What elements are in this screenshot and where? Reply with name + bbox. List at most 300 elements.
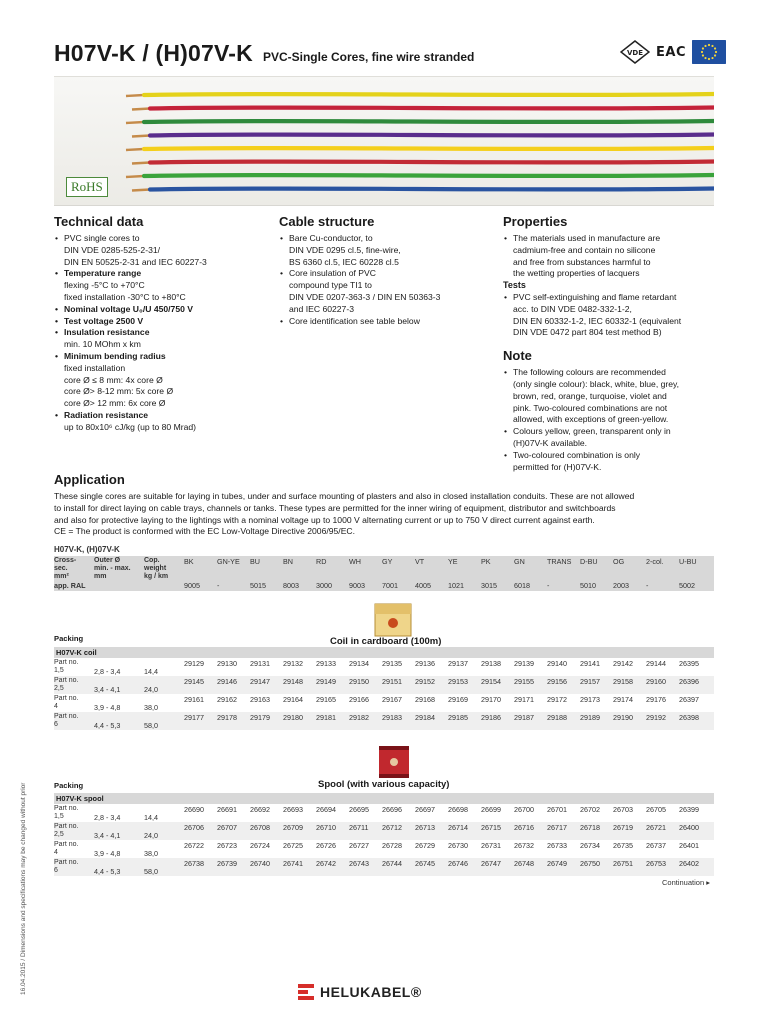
copper-conductor (132, 163, 150, 164)
list-item (54, 268, 269, 280)
colour-code: GN (514, 557, 525, 566)
part-number: 29178 (217, 713, 237, 722)
ral-value: 2003 (613, 581, 629, 590)
part-number: 26729 (415, 841, 435, 850)
ral-value: 4005 (415, 581, 431, 590)
part-number: 29173 (580, 695, 600, 704)
part-number: 26738 (184, 859, 204, 868)
part-number: 26730 (448, 841, 468, 850)
list-item-text: and IEC 60227-3 (289, 303, 354, 314)
outer-diameter: 4,4 - 5,3 (94, 721, 121, 730)
ral-value: 1021 (448, 581, 464, 590)
column-header-line: weight (144, 565, 167, 572)
list-item-text: (only single colour): black, white, blue, grey, (513, 378, 680, 389)
column-header-line: Cross- (54, 557, 77, 564)
ral-row (54, 580, 714, 591)
part-number: 29137 (448, 659, 468, 668)
part-number: 26712 (382, 823, 402, 832)
helukabel-logo-icon (298, 984, 314, 1000)
part-number: 26727 (349, 841, 369, 850)
outer-diameter: 2,8 - 3,4 (94, 667, 121, 676)
list-item (279, 233, 494, 268)
colour-code: TRANS (547, 557, 572, 566)
list-item-text: DIN VDE 0207-363-3 / DIN EN 50363-3 (289, 291, 441, 302)
list-item-text: brown, red, orange, turquoise, violet and (513, 390, 667, 401)
tests-list (503, 292, 718, 339)
colour-code: BN (283, 557, 293, 566)
part-number: 29187 (514, 713, 534, 722)
page-header (54, 40, 714, 70)
part-number: 29153 (448, 677, 468, 686)
ral-value: 5010 (580, 581, 596, 590)
part-number: 29135 (382, 659, 402, 668)
part-number: 29139 (514, 659, 534, 668)
ral-value: - (547, 581, 550, 590)
part-number: 29129 (184, 659, 204, 668)
cardboard-box-icon (374, 603, 412, 637)
part-number: 29144 (646, 659, 666, 668)
list-item-text: DIN VDE 0295 cl.5, fine-wire, (289, 244, 401, 255)
ral-value: 3015 (481, 581, 497, 590)
part-number: 26697 (415, 805, 435, 814)
part-number: 26747 (481, 859, 501, 868)
list-item-detail-text: core Ø> 8-12 mm: 5x core Ø (64, 386, 174, 397)
part-number: 29164 (283, 695, 303, 704)
colour-code: RD (316, 557, 327, 566)
part-label (54, 805, 79, 821)
part-number: 26708 (250, 823, 270, 832)
part-number: 26692 (250, 805, 270, 814)
part-number: 26399 (679, 805, 699, 814)
list-item-text: Minimum bending radius (64, 350, 166, 361)
part-number: 29167 (382, 695, 402, 704)
part-number: 26696 (382, 805, 402, 814)
part-number: 29158 (613, 677, 633, 686)
outer-diameter: 3,4 - 4,1 (94, 831, 121, 840)
list-item-text: permitted for (H)07V-K. (513, 461, 602, 472)
part-number: 26715 (481, 823, 501, 832)
copper-conductor (126, 176, 144, 177)
spool-icon (376, 744, 412, 780)
ral-value: - (217, 581, 220, 590)
list-item (54, 233, 269, 268)
part-number: 26726 (316, 841, 336, 850)
ral-value: 8003 (283, 581, 299, 590)
list-item-text: cadmium-free and contain no silicone (513, 244, 656, 255)
list-item (54, 351, 269, 363)
part-number: 26722 (184, 841, 204, 850)
list-item-text: DIN EN 50525-2-31 and IEC 60227-3 (64, 256, 207, 267)
part-number: 29136 (415, 659, 435, 668)
part-number: 26706 (184, 823, 204, 832)
part-number: 29163 (250, 695, 270, 704)
part-number: 29156 (547, 677, 567, 686)
copper-weight: 14,4 (144, 667, 158, 676)
colour-code: D-BU (580, 557, 598, 566)
wire-core (144, 121, 714, 122)
colour-code: YE (448, 557, 458, 566)
application-line: and also for protective laying to the lightings with a nominal voltage up to 1000 V alternating current or up to 750 V direct current against earth. (54, 514, 595, 525)
part-number: 26733 (547, 841, 567, 850)
part-number: 26707 (217, 823, 237, 832)
part-number: 29154 (481, 677, 501, 686)
part-label-line: Part no. (54, 677, 79, 684)
list-item-detail-text: flexing -5°C to +70°C (64, 280, 145, 291)
part-number: 29192 (646, 713, 666, 722)
column-header-line: Cop. (144, 557, 160, 564)
column-header-line: sec. (54, 565, 68, 572)
part-number: 29176 (646, 695, 666, 704)
part-number: 29142 (613, 659, 633, 668)
part-number: 26719 (613, 823, 633, 832)
list-item (503, 233, 718, 280)
list-item-text: DIN EN 60332-1-2, IEC 60332-1 (equivalent (513, 315, 682, 326)
colour-code: 2-col. (646, 557, 664, 566)
part-number: 29189 (580, 713, 600, 722)
list-item-text: Two-coloured combination is only (513, 449, 641, 460)
continuation-label: Continuation ▸ (662, 878, 710, 887)
part-number: 29148 (283, 677, 303, 686)
list-item (54, 304, 269, 316)
part-number: 29161 (184, 695, 204, 704)
part-label-line: 6 (54, 721, 58, 728)
part-number: 29171 (514, 695, 534, 704)
colour-code: BK (184, 557, 194, 566)
properties-list (503, 233, 718, 280)
ral-label: app. RAL (54, 581, 86, 590)
part-number: 26690 (184, 805, 204, 814)
coil-table (54, 658, 714, 730)
part-number: 26753 (646, 859, 666, 868)
part-row (54, 822, 714, 840)
part-label (54, 695, 79, 711)
part-label-line: 4 (54, 703, 58, 710)
part-label (54, 823, 79, 839)
part-number: 29182 (349, 713, 369, 722)
wire-core (150, 108, 714, 109)
colour-code: WH (349, 557, 361, 566)
list-item-text: Nominal voltage U₀/U 450/750 V (64, 303, 194, 314)
part-number: 26710 (316, 823, 336, 832)
copper-weight: 24,0 (144, 685, 158, 694)
part-row (54, 676, 714, 694)
list-item-text: Bare Cu-conductor, to (289, 233, 373, 243)
eu-star (704, 57, 706, 59)
part-number: 26725 (283, 841, 303, 850)
copper-weight: 24,0 (144, 831, 158, 840)
coil-title: Coil in cardboard (100m) (330, 636, 442, 647)
list-item-detail-text: core Ø> 12 mm: 6x core Ø (64, 398, 166, 409)
part-label-line: Part no. (54, 841, 79, 848)
part-number: 29184 (415, 713, 435, 722)
part-number: 29131 (250, 659, 270, 668)
part-number: 26728 (382, 841, 402, 850)
part-row (54, 712, 714, 730)
tests-heading: Tests (503, 280, 526, 291)
list-item-text: compound type TI1 to (289, 280, 372, 291)
part-number: 29169 (448, 695, 468, 704)
list-item-text: Insulation resistance (64, 327, 150, 338)
part-number: 29190 (613, 713, 633, 722)
list-item-text: Radiation resistance (64, 409, 149, 420)
part-number: 26737 (646, 841, 666, 850)
page-title: H07V-K / (H)07V-K (54, 40, 253, 66)
column-header-line: kg / km (144, 573, 169, 580)
part-number: 26701 (547, 805, 567, 814)
part-number: 26751 (613, 859, 633, 868)
properties-heading: Properties (503, 214, 568, 229)
colour-code: GN-YE (217, 557, 240, 566)
coil-packing-label: Packing (54, 634, 84, 643)
copper-conductor (126, 122, 144, 123)
outer-diameter: 4,4 - 5,3 (94, 867, 121, 876)
list-item-text: Core insulation of PVC (289, 268, 376, 279)
part-number: 26401 (679, 841, 699, 850)
copper-conductor (132, 190, 150, 191)
ral-value: 7001 (382, 581, 398, 590)
eu-star (708, 58, 710, 60)
column-header-line: mm (94, 573, 107, 580)
eu-star (714, 47, 716, 49)
ral-value: 3000 (316, 581, 332, 590)
part-label-line: 2,5 (54, 831, 64, 838)
outer-diameter: 3,9 - 4,8 (94, 703, 121, 712)
note-heading: Note (503, 348, 532, 364)
colour-table-title: H07V-K, (H)07V-K (54, 545, 120, 554)
list-item-text: Colours yellow, green, transparent only in (513, 426, 671, 437)
part-number: 26749 (547, 859, 567, 868)
column-header (144, 557, 168, 581)
part-number: 29177 (184, 713, 204, 722)
eu-star (715, 51, 717, 53)
wire-core (144, 94, 714, 95)
eu-star (704, 45, 706, 47)
part-label-line: 6 (54, 867, 58, 874)
part-number: 26396 (679, 677, 699, 686)
column-header (54, 557, 76, 581)
spool-subheading: H07V-K spool (54, 793, 714, 804)
list-item-detail-text: up to 80x10⁶ cJ/kg (up to 80 Mrad) (64, 421, 197, 432)
colour-code: U-BU (679, 557, 697, 566)
list-item (503, 367, 718, 426)
part-number: 26748 (514, 859, 534, 868)
part-number: 29147 (250, 677, 270, 686)
part-number: 26743 (349, 859, 369, 868)
ral-value: 5015 (250, 581, 266, 590)
ral-value: - (646, 581, 649, 590)
part-number: 26698 (448, 805, 468, 814)
part-number: 26739 (217, 859, 237, 868)
part-number: 26702 (580, 805, 600, 814)
eu-star (708, 44, 710, 46)
application-section (54, 472, 714, 538)
ral-value: 9005 (184, 581, 200, 590)
list-item-text: acc. to DIN VDE 0482-332-1-2, (513, 303, 632, 314)
ral-value: 9003 (349, 581, 365, 590)
part-row (54, 658, 714, 676)
part-number: 26723 (217, 841, 237, 850)
application-line: These single cores are suitable for laying in tubes, under and surface mounting of plasters and also in closed installation conduits. These are not allowed (54, 491, 635, 501)
wire-core (150, 189, 714, 190)
part-number: 26691 (217, 805, 237, 814)
part-number: 26721 (646, 823, 666, 832)
wire-core (144, 175, 714, 176)
part-number: 26731 (481, 841, 501, 850)
part-number: 29145 (184, 677, 204, 686)
outer-diameter: 3,9 - 4,8 (94, 849, 121, 858)
part-number: 29132 (283, 659, 303, 668)
application-line: to install for direct laying on cable trays, channels or tanks. These types are permitted for the inner wiring of equipment, distributor and switchboards (54, 502, 616, 513)
list-item-detail-text: fixed installation (64, 362, 126, 373)
part-label (54, 659, 79, 675)
column-header (94, 557, 131, 581)
column-header-line: Outer Ø (94, 557, 121, 564)
part-number: 26746 (448, 859, 468, 868)
part-number: 29133 (316, 659, 336, 668)
eu-star (714, 54, 716, 56)
colour-code-table (54, 544, 714, 591)
part-number: 29180 (283, 713, 303, 722)
part-label (54, 859, 79, 875)
part-number: 29186 (481, 713, 501, 722)
part-number: 26724 (250, 841, 270, 850)
part-label (54, 713, 79, 729)
wire-core (144, 148, 714, 149)
list-item-detail (54, 280, 269, 304)
part-number: 29138 (481, 659, 501, 668)
part-number: 29185 (448, 713, 468, 722)
list-item (54, 316, 269, 328)
part-number: 29183 (382, 713, 402, 722)
part-number: 29130 (217, 659, 237, 668)
part-number: 29141 (580, 659, 600, 668)
spool-table (54, 804, 714, 876)
helukabel-logo (298, 984, 422, 1000)
list-item-text: DIN VDE 0472 part 804 test method B) (513, 327, 662, 338)
part-number: 26709 (283, 823, 303, 832)
part-label-line: Part no. (54, 823, 79, 830)
list-item (503, 450, 718, 474)
list-item-detail (54, 363, 269, 410)
list-item-detail-text: fixed installation -30°C to +80°C (64, 291, 186, 302)
part-number: 26735 (613, 841, 633, 850)
list-item (279, 316, 494, 328)
vde-mark-icon (620, 40, 650, 64)
list-item-text: pink. Two-coloured combinations are not (513, 402, 668, 413)
part-number: 26699 (481, 805, 501, 814)
part-number: 26700 (514, 805, 534, 814)
copper-conductor (126, 95, 144, 96)
part-number: 29188 (547, 713, 567, 722)
technical-data-section (54, 214, 269, 434)
eu-star (711, 45, 713, 47)
list-item-text: Core identification see table below (289, 315, 420, 326)
svg-text:VDE: VDE (626, 49, 644, 57)
part-number: 26717 (547, 823, 567, 832)
list-item-text: Temperature range (64, 268, 142, 279)
list-item-text: Test voltage 2500 V (64, 315, 144, 326)
colour-code: PK (481, 557, 491, 566)
part-number: 26703 (613, 805, 633, 814)
column-header-line: mm² (54, 573, 69, 580)
list-item-text: (H)07V-K available. (513, 437, 588, 448)
note-list (503, 367, 718, 473)
part-number: 26714 (448, 823, 468, 832)
part-number: 29152 (415, 677, 435, 686)
part-number: 26741 (283, 859, 303, 868)
part-number: 29140 (547, 659, 567, 668)
eac-mark: EAC (656, 44, 686, 60)
part-label-line: 1,5 (54, 813, 64, 820)
part-number: 29134 (349, 659, 369, 668)
list-item (279, 268, 494, 315)
copper-weight: 14,4 (144, 813, 158, 822)
copper-weight: 38,0 (144, 849, 158, 858)
copper-conductor (126, 149, 144, 150)
coil-subheading: H07V-K coil (54, 647, 714, 658)
copper-weight: 58,0 (144, 867, 158, 876)
ral-value: 5002 (679, 581, 695, 590)
cable-structure-list (279, 233, 494, 327)
list-item-detail-text: min. 10 MOhm x km (64, 339, 141, 350)
part-number: 29165 (316, 695, 336, 704)
cable-structure-heading: Cable structure (279, 214, 375, 229)
eu-flag-icon (692, 40, 726, 64)
outer-diameter: 3,4 - 4,1 (94, 685, 121, 694)
part-number: 26740 (250, 859, 270, 868)
part-number: 26742 (316, 859, 336, 868)
list-item-text: DIN VDE 0285-525-2-31/ (64, 244, 161, 255)
list-item (54, 410, 269, 422)
technical-data-list (54, 233, 269, 434)
part-number: 29168 (415, 695, 435, 704)
spool-packing-label: Packing (54, 781, 84, 790)
outer-diameter: 2,8 - 3,4 (94, 813, 121, 822)
part-number: 26395 (679, 659, 699, 668)
part-label-line: 4 (54, 849, 58, 856)
part-label-line: Part no. (54, 695, 79, 702)
part-number: 26718 (580, 823, 600, 832)
part-row (54, 858, 714, 876)
list-item (503, 292, 718, 339)
part-number: 26694 (316, 805, 336, 814)
wire-core (150, 135, 714, 136)
application-text (54, 491, 714, 538)
list-item (503, 426, 718, 450)
part-number: 26745 (415, 859, 435, 868)
part-number: 26402 (679, 859, 699, 868)
part-number: 26716 (514, 823, 534, 832)
list-item-text: The following colours are recommended (513, 367, 666, 378)
part-number: 29151 (382, 677, 402, 686)
colour-code: GY (382, 557, 393, 566)
part-number: 29149 (316, 677, 336, 686)
part-number: 29146 (217, 677, 237, 686)
brand-name: HELUKABEL® (320, 984, 422, 1000)
copper-conductor (132, 109, 150, 110)
eu-star (702, 47, 704, 49)
list-item-detail-text: core Ø ≤ 8 mm: 4x core Ø (64, 374, 163, 385)
part-number: 29160 (646, 677, 666, 686)
wire-core (150, 162, 714, 163)
part-label-line: 1,5 (54, 667, 64, 674)
eu-star (702, 54, 704, 56)
list-item-text: BS 6360 cl.5, IEC 60228 cl.5 (289, 256, 399, 267)
part-number: 29157 (580, 677, 600, 686)
application-line: CE = The product is conformed with the EC Low-Voltage Directive 2006/95/EC. (54, 526, 356, 537)
part-number: 26732 (514, 841, 534, 850)
rohs-badge: RoHS (66, 177, 108, 197)
